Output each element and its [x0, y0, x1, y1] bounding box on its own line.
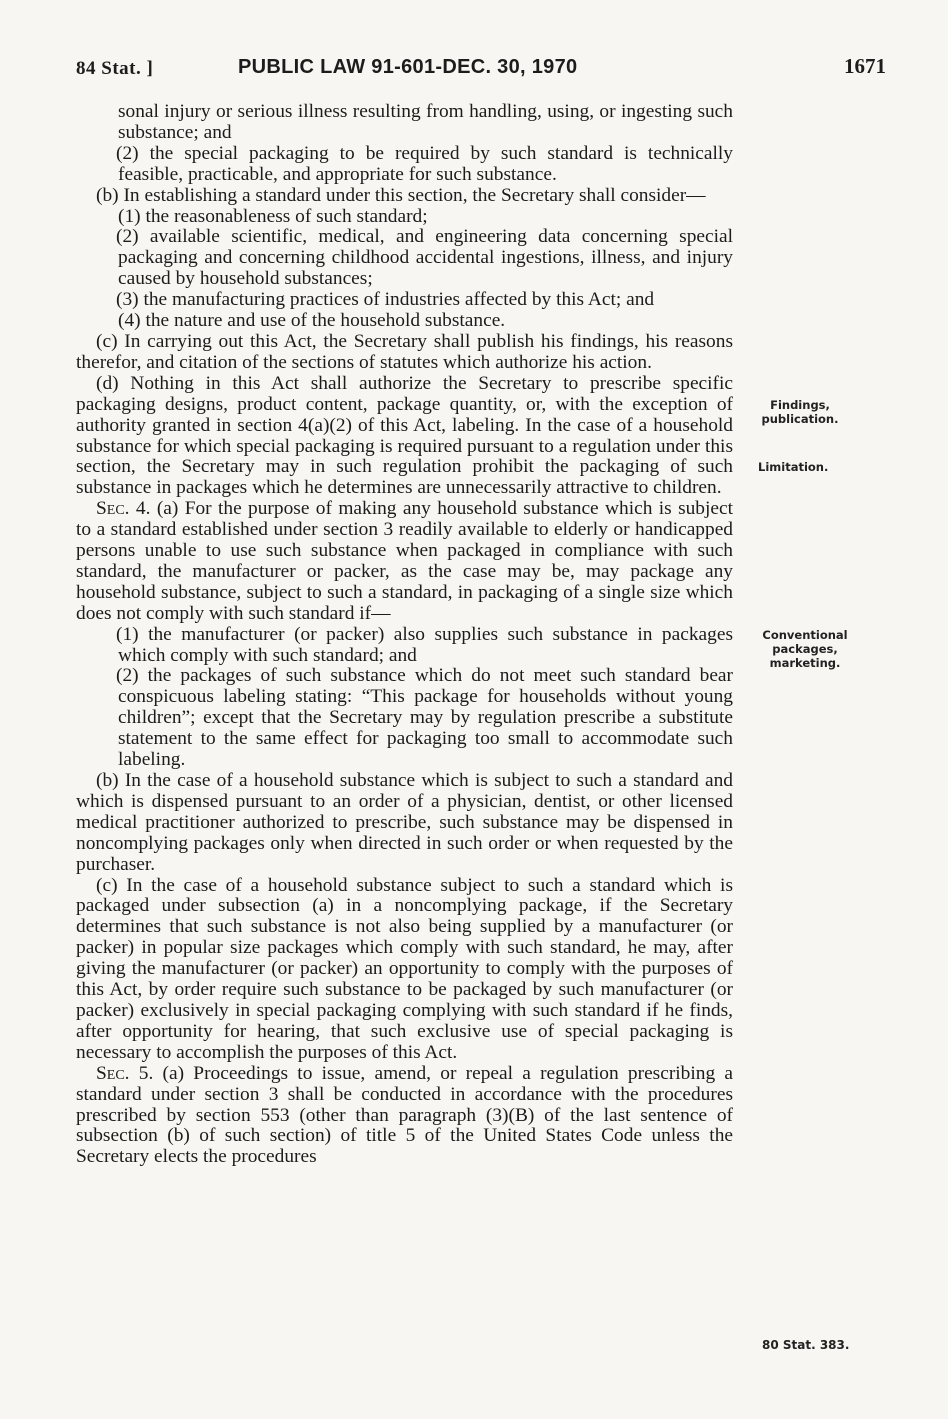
- subsection-c: (c) In carrying out this Act, the Secretary shall publish his findings, his reasons therefor, and citation of the sections of statutes which authorize his action.: [76, 330, 733, 373]
- paragraph-continuation: sonal injury or serious illness resulting from handling, using, or ingesting such substance; and: [118, 101, 733, 143]
- margin-note-stat: 80 Stat. 383.: [762, 1338, 850, 1352]
- page-header: [76, 52, 886, 88]
- clause-4a-1: (1) the manufacturer (or packer) also supplies such substance in packages which comply with such standard; and: [116, 623, 733, 666]
- margin-note-conventional: Conventional packages, marketing.: [762, 628, 848, 670]
- clause-a-2: (2) the special packaging to be required by such standard is technically feasible, practicable, and appropriate for such substance.: [116, 142, 733, 185]
- statute-text: [76, 102, 733, 1168]
- margin-note-findings: Findings, publication.: [761, 398, 839, 426]
- clause-b-3: (3) the manufacturing practices of industries affected by this Act; and: [116, 289, 655, 311]
- section-5-a: [76, 1064, 733, 1169]
- section-4-a-text: (a) For the purpose of making any household substance which is subject to a standard established under section 3 readily available to elderly or handicapped persons unable to use such substance when packaged in compliance with such standard, the manufacturer or packer, as the case may be, may package any household substance, subject to such a standard, in packaging of a single size which does not comply with such standard if—: [76, 498, 733, 624]
- clause-b-4: (4) the nature and use of the household substance.: [118, 310, 506, 332]
- section-5-label: Sec. 5.: [96, 1062, 154, 1084]
- section-4-label: Sec. 4.: [96, 498, 151, 520]
- subsection-b: (b) In establishing a standard under this section, the Secretary shall consider—: [96, 184, 706, 206]
- clause-4a-2: (2) the packages of such substance which do not meet such standard bear conspicuous labeling stating: “This package for households without young children”; except that the Secretary may by regulation prescribe a substitute statement to the same effect for packaging too small to accommodate such labeling.: [116, 665, 733, 771]
- clause-b-1: (1) the reasonableness of such standard;: [118, 205, 428, 227]
- section-4-b: (b) In the case of a household substance which is subject to such a standard and which is dispensed pursuant to an order of a physician, dentist, or other licensed medical practitioner authorized to prescribe, such substance may be dispensed in noncomplying packages only when directed in such order or when requested by the purchaser.: [76, 770, 733, 875]
- clause-b-2: (2) available scientific, medical, and engineering data concerning special packaging and concerning childhood accidental ingestions, illness, and injury caused by household substances;: [116, 226, 733, 290]
- section-4-c: (c) In the case of a household substance subject to such a standard which is packaged under subsection (a) in a noncomplying package, if the Secretary determines that such substance is not also being supplied by a manufacturer (or packer) in popular size packages which comply with such standard, he may, after giving the manufacturer (or packer) an opportunity to comply with the purposes of this Act, by order require such substance to be packaged by such manufacturer (or packer) exclusively in special packaging complying with such standard if he finds, after opportunity for hearing, that such exclusive use of special packaging is necessary to accomplish the purposes of this Act.: [76, 874, 733, 1063]
- law-title: PUBLIC LAW 91-601-DEC. 30, 1970: [238, 56, 578, 78]
- section-5-a-text: (a) Proceedings to issue, amend, or repeal a regulation prescribing a standard under section 3 shall be conducted in accordance with the procedures prescribed by section 553 (other than paragraph (3)(B) of the last sentence of subsection (b) of such section) of title 5 of the United States Code unless the Secretary elects the procedures: [76, 1062, 733, 1168]
- page-number: 1671: [844, 54, 886, 78]
- section-4-a: [76, 499, 733, 624]
- volume-reference: 84 Stat. ]: [76, 58, 154, 79]
- subsection-d: (d) Nothing in this Act shall authorize the Secretary to prescribe specific packaging designs, product content, package quantity, or, with the exception of authority granted in section 4(a)(2) of this Act, labeling. In the case of a household substance for which special packaging is required pursuant to a regulation under this section, the Secretary may in such regulation prohibit the packaging of such substance in packages which he determines are unnecessarily attractive to children.: [76, 372, 733, 499]
- margin-note-limitation: Limitation.: [758, 460, 829, 474]
